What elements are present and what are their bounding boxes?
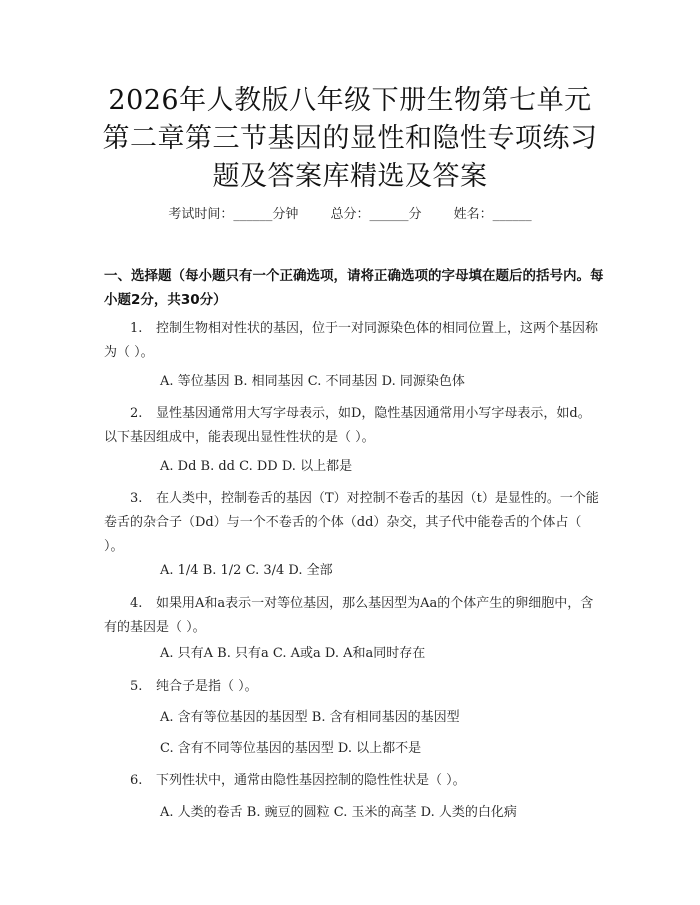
question-4 bbox=[104, 592, 600, 640]
question-3-options: A. 1/4 B. 1/2 C. 3/4 D. 全部 bbox=[160, 563, 333, 578]
question-1-options: A. 等位基因 B. 相同基因 C. 不同基因 D. 同源染色体 bbox=[160, 374, 465, 389]
student-name: 姓名：______ bbox=[453, 207, 532, 222]
question-text: 下列性状中，通常由隐性基因控制的隐性性状是（ ）。 bbox=[156, 773, 466, 788]
question-5-options-row-1: A. 含有等位基因的基因型 B. 含有相同基因的基因型 bbox=[160, 710, 460, 725]
exam-info bbox=[0, 205, 700, 225]
question-number: 4. bbox=[130, 596, 143, 611]
question-2 bbox=[104, 402, 600, 450]
question-text: 显性基因通常用大写字母表示，如D，隐性基因通常用小写字母表示，如d。以下基因组成中，能表现出显性性状的是（ ）。 bbox=[104, 406, 591, 445]
question-2-options: A. Dd B. dd C. DD D. 以上都是 bbox=[160, 459, 353, 474]
document-title: 2026年人教版八年级下册生物第七单元第二章第三节基因的显性和隐性专项练习题及答案库精选及答案 bbox=[102, 85, 598, 192]
question-6 bbox=[104, 769, 600, 793]
question-6-options: A. 人类的卷舌 B. 豌豆的圆粒 C. 玉米的高茎 D. 人类的白化病 bbox=[160, 805, 517, 820]
question-5 bbox=[104, 675, 600, 699]
question-3 bbox=[104, 487, 600, 559]
exam-time: 考试时间：______分钟 bbox=[168, 207, 299, 222]
question-text: 如果用A和a表示一对等位基因，那么基因型为Aa的个体产生的卵细胞中，含有的基因是（ ）。 bbox=[104, 596, 594, 635]
question-text: 控制生物相对性状的基因，位于一对同源染色体的相同位置上，这两个基因称为（ ）。 bbox=[104, 321, 599, 360]
question-number: 6. bbox=[130, 773, 143, 788]
question-5-options-row-2: C. 含有不同等位基因的基因型 D. 以上都不是 bbox=[160, 741, 422, 756]
question-number: 3. bbox=[130, 491, 143, 506]
question-4-options: A. 只有A B. 只有a C. A或a D. A和a同时存在 bbox=[160, 646, 426, 661]
question-text: 纯合子是指（ ）。 bbox=[156, 679, 258, 694]
total-score: 总分：______分 bbox=[330, 207, 422, 222]
question-number: 5. bbox=[130, 679, 143, 694]
section-heading: 一、选择题（每小题只有一个正确选项，请将正确选项的字母填在题后的括号内。每小题2分，共30分） bbox=[104, 268, 604, 308]
question-text: 在人类中，控制卷舌的基因（T）对控制不卷舌的基因（t）是显性的。一个能卷舌的杂合子（Dd）与一个不卷舌的个体（dd）杂交，其子代中能卷舌的个体占（ ）。 bbox=[104, 491, 599, 554]
question-1 bbox=[104, 317, 600, 365]
question-number: 1. bbox=[130, 321, 143, 336]
question-number: 2. bbox=[130, 406, 143, 421]
